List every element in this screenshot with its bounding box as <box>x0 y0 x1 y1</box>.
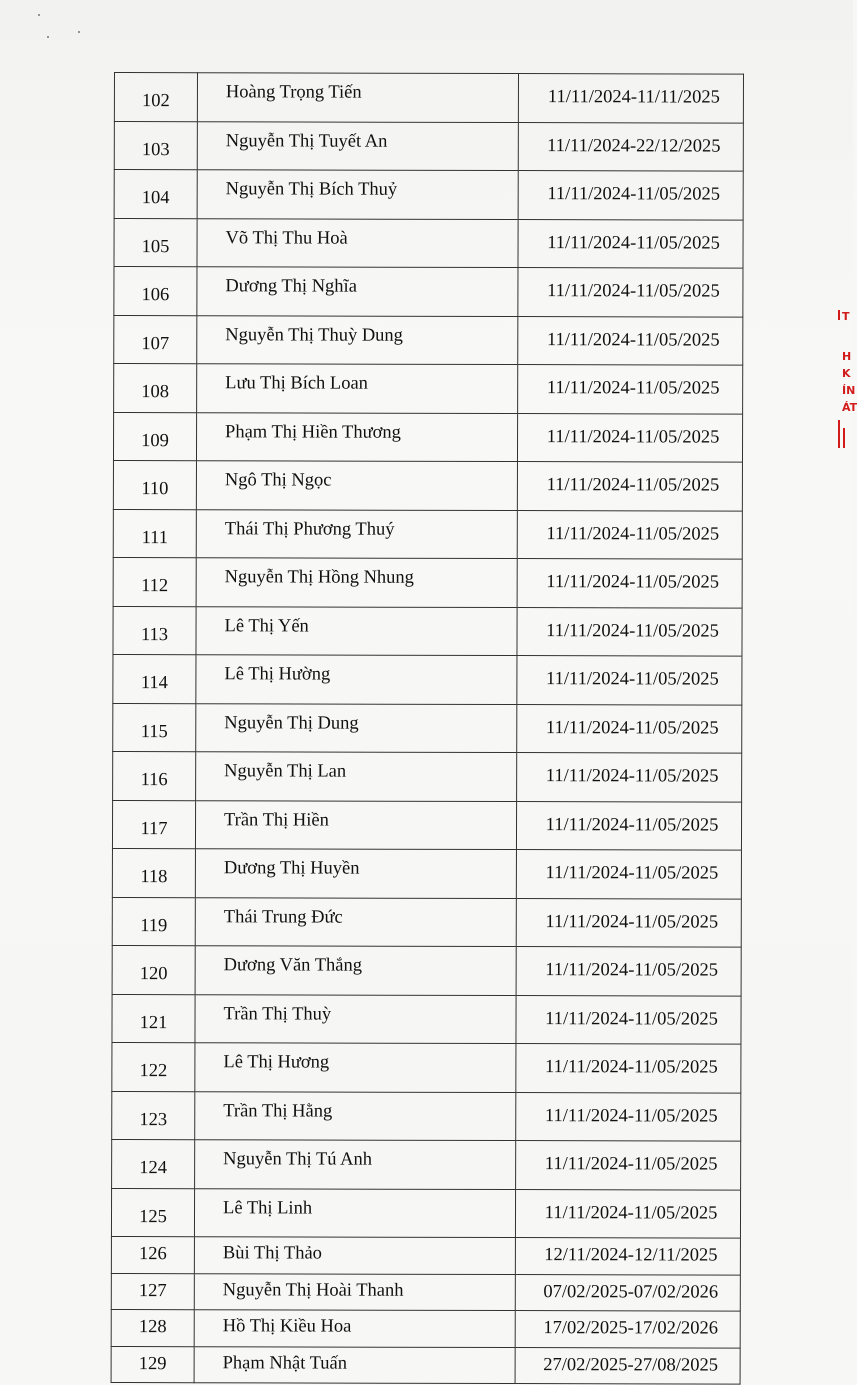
roster-table-body <box>111 73 743 1385</box>
table-row <box>111 1188 740 1238</box>
contract-period-cell: 17/02/2025-17/02/2026 <box>515 1311 740 1348</box>
contract-period-cell: 11/11/2024-11/05/2025 <box>517 704 742 753</box>
table-row <box>112 1042 741 1092</box>
person-name-cell: Nguyễn Thị Tú Anh <box>195 1140 516 1189</box>
row-number-cell: 123 <box>112 1091 195 1140</box>
contract-period-cell: 27/02/2025-27/08/2025 <box>515 1347 740 1384</box>
person-name-cell: Trần Thị Thuỳ <box>195 994 516 1043</box>
person-name-cell: Thái Trung Đức <box>195 897 516 946</box>
row-number-cell: 109 <box>113 412 196 461</box>
row-number-cell: 116 <box>113 751 196 800</box>
table-row <box>112 848 741 898</box>
contract-period-cell: 11/11/2024-11/05/2025 <box>518 268 743 317</box>
row-number-cell: 111 <box>113 509 196 558</box>
row-number-cell: 113 <box>113 606 196 655</box>
table-row <box>112 897 741 947</box>
contract-period-cell: 11/11/2024-11/05/2025 <box>517 510 742 559</box>
row-number-cell: 126 <box>111 1236 194 1273</box>
table-row <box>114 218 743 268</box>
table-row <box>112 945 741 995</box>
stamp-line: ÁT <box>842 401 857 414</box>
contract-period-cell: 11/11/2024-11/05/2025 <box>517 656 742 705</box>
table-row <box>114 267 743 317</box>
table-row <box>113 606 742 656</box>
row-number-cell: 108 <box>114 364 197 413</box>
person-name-cell: Nguyễn Thị Lan <box>196 752 517 801</box>
table-row <box>111 1309 740 1347</box>
table-row <box>113 654 742 704</box>
stamp-line: H <box>842 350 852 363</box>
person-name-cell: Lê Thị Yến <box>196 606 517 655</box>
row-number-cell: 125 <box>111 1188 194 1237</box>
row-number-cell: 106 <box>114 267 197 316</box>
person-name-cell: Nguyễn Thị Thuỳ Dung <box>197 315 518 364</box>
person-name-cell: Dương Văn Thắng <box>195 946 516 995</box>
table-row <box>113 412 742 462</box>
table-row <box>113 509 742 559</box>
person-name-cell: Hồ Thị Kiều Hoa <box>194 1310 515 1347</box>
row-number-cell: 127 <box>111 1273 194 1310</box>
contract-period-cell: 11/11/2024-11/05/2025 <box>516 801 741 850</box>
row-number-cell: 117 <box>112 800 195 849</box>
scan-speck <box>78 31 80 33</box>
contract-period-cell: 11/11/2024-11/05/2025 <box>516 898 741 947</box>
person-name-cell: Lê Thị Hường <box>196 655 517 704</box>
table-row <box>113 460 742 510</box>
row-number-cell: 104 <box>114 170 197 219</box>
row-number-cell: 114 <box>113 654 196 703</box>
contract-period-cell: 11/11/2024-11/11/2025 <box>518 74 743 123</box>
person-name-cell: Bùi Thị Thảo <box>194 1237 515 1274</box>
table-row <box>113 751 742 801</box>
row-number-cell: 115 <box>113 703 196 752</box>
contract-period-cell: 12/11/2024-12/11/2025 <box>515 1238 740 1275</box>
person-name-cell: Võ Thị Thu Hoà <box>197 218 518 267</box>
contract-period-cell: 11/11/2024-11/05/2025 <box>517 559 742 608</box>
person-name-cell: Phạm Thị Hiền Thương <box>196 412 517 461</box>
contract-period-cell: 11/11/2024-11/05/2025 <box>515 1189 740 1238</box>
table-row <box>114 121 743 171</box>
table-row <box>113 703 742 753</box>
contract-period-cell: 11/11/2024-11/05/2025 <box>516 850 741 899</box>
row-number-cell: 124 <box>112 1139 195 1188</box>
stamp-bar <box>838 310 840 320</box>
row-number-cell: 128 <box>111 1309 194 1346</box>
contract-period-cell: 11/11/2024-11/05/2025 <box>517 413 742 462</box>
row-number-cell: 119 <box>112 897 195 946</box>
contract-period-cell: 11/11/2024-11/05/2025 <box>517 753 742 802</box>
table-row <box>112 994 741 1044</box>
person-name-cell: Nguyễn Thị Hồng Nhung <box>196 558 517 607</box>
contract-period-cell: 11/11/2024-11/05/2025 <box>518 219 743 268</box>
contract-period-cell: 11/11/2024-11/05/2025 <box>516 947 741 996</box>
table-row <box>113 557 742 607</box>
person-name-cell: Dương Thị Nghĩa <box>197 267 518 316</box>
row-number-cell: 118 <box>112 848 195 897</box>
person-name-cell: Nguyễn Thị Hoài Thanh <box>194 1273 515 1310</box>
contract-period-cell: 11/11/2024-11/05/2025 <box>517 607 742 656</box>
scan-speck <box>38 14 40 16</box>
stamp-line: ÍN <box>842 384 856 397</box>
contract-period-cell: 11/11/2024-11/05/2025 <box>516 1044 741 1093</box>
person-name-cell: Lưu Thị Bích Loan <box>197 364 518 413</box>
contract-period-cell: 11/11/2024-11/05/2025 <box>516 1092 741 1141</box>
person-name-cell: Hoàng Trọng Tiến <box>197 73 518 122</box>
scan-speck <box>47 36 49 38</box>
red-stamp-fragment <box>836 310 857 450</box>
person-name-cell: Nguyễn Thị Tuyết An <box>197 121 518 170</box>
stamp-bar <box>838 420 840 448</box>
person-name-cell: Thái Thị Phương Thuý <box>196 509 517 558</box>
table-row <box>114 364 743 414</box>
row-number-cell: 107 <box>114 315 197 364</box>
person-name-cell: Ngô Thị Ngọc <box>196 461 517 510</box>
row-number-cell: 102 <box>114 73 197 122</box>
row-number-cell: 103 <box>114 121 197 170</box>
contract-period-cell: 11/11/2024-11/05/2025 <box>518 171 743 220</box>
contract-period-cell: 11/11/2024-11/05/2025 <box>516 995 741 1044</box>
person-name-cell: Trần Thị Hiền <box>195 800 516 849</box>
contract-period-cell: 11/11/2024-11/05/2025 <box>518 316 743 365</box>
row-number-cell: 110 <box>113 460 196 509</box>
table-row <box>114 315 743 365</box>
table-row <box>114 73 743 123</box>
table-row <box>111 1273 740 1311</box>
roster-table <box>111 72 744 1385</box>
table-row <box>112 1139 741 1189</box>
person-name-cell: Lê Thị Hương <box>195 1043 516 1092</box>
row-number-cell: 129 <box>111 1346 194 1383</box>
contract-period-cell: 11/11/2024-11/05/2025 <box>518 365 743 414</box>
contract-period-cell: 11/11/2024-22/12/2025 <box>518 122 743 171</box>
stamp-line: K <box>842 367 851 380</box>
table-row <box>111 1346 740 1384</box>
row-number-cell: 122 <box>112 1042 195 1091</box>
person-name-cell: Lê Thị Linh <box>194 1188 515 1237</box>
row-number-cell: 121 <box>112 994 195 1043</box>
row-number-cell: 105 <box>114 218 197 267</box>
stamp-line: T <box>842 310 850 323</box>
person-name-cell: Nguyễn Thị Bích Thuỷ <box>197 170 518 219</box>
contract-period-cell: 11/11/2024-11/05/2025 <box>516 1141 741 1190</box>
table-row <box>111 1236 740 1274</box>
person-name-cell: Phạm Nhật Tuấn <box>194 1346 515 1383</box>
person-name-cell: Dương Thị Huyền <box>195 849 516 898</box>
contract-period-cell: 11/11/2024-11/05/2025 <box>517 462 742 511</box>
table-row <box>112 800 741 850</box>
row-number-cell: 120 <box>112 945 195 994</box>
stamp-bar <box>843 428 845 448</box>
contract-period-cell: 07/02/2025-07/02/2026 <box>515 1274 740 1311</box>
person-name-cell: Trần Thị Hằng <box>195 1091 516 1140</box>
table-row <box>114 170 743 220</box>
table-row <box>112 1091 741 1141</box>
person-name-cell: Nguyễn Thị Dung <box>196 703 517 752</box>
row-number-cell: 112 <box>113 557 196 606</box>
